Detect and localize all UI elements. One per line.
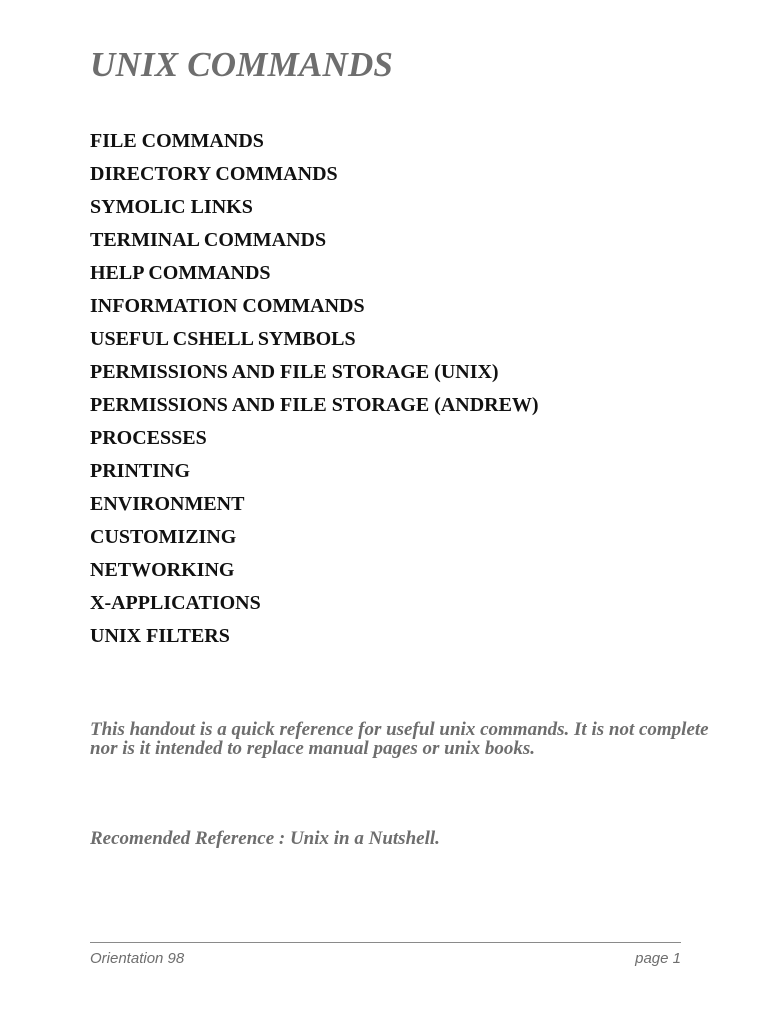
contents-item: USEFUL CSHELL SYMBOLS [90,328,356,350]
contents-item: UNIX FILTERS [90,625,230,647]
contents-item: SYMOLIC LINKS [90,196,253,218]
contents-item: CUSTOMIZING [90,526,237,548]
contents-item: TERMINAL COMMANDS [90,229,327,251]
contents-item: PROCESSES [90,427,207,449]
contents-item: ENVIRONMENT [90,493,245,515]
contents-item: PRINTING [90,460,191,482]
contents-item: DIRECTORY COMMANDS [90,163,338,185]
contents-item: NETWORKING [90,559,235,581]
contents-item: PERMISSIONS AND FILE STORAGE (UNIX) [90,361,499,383]
contents-list [90,125,539,653]
intro-paragraph: This handout is a quick reference for useful unix commands. It is not complete nor is it intended to replace manual pages or unix books. [90,719,709,759]
contents-item: HELP COMMANDS [90,262,271,284]
contents-item: X-APPLICATIONS [90,592,261,614]
contents-item: PERMISSIONS AND FILE STORAGE (ANDREW) [90,394,539,416]
page-title: UNIX COMMANDS [90,45,394,84]
recommended-reference: Recomended Reference : Unix in a Nutshell. [90,828,440,849]
contents-item: INFORMATION COMMANDS [90,295,365,317]
page-number: page 1 [635,950,681,967]
footer-divider [90,942,681,943]
footer-label: Orientation 98 [90,950,185,967]
contents-item: FILE COMMANDS [90,130,264,152]
